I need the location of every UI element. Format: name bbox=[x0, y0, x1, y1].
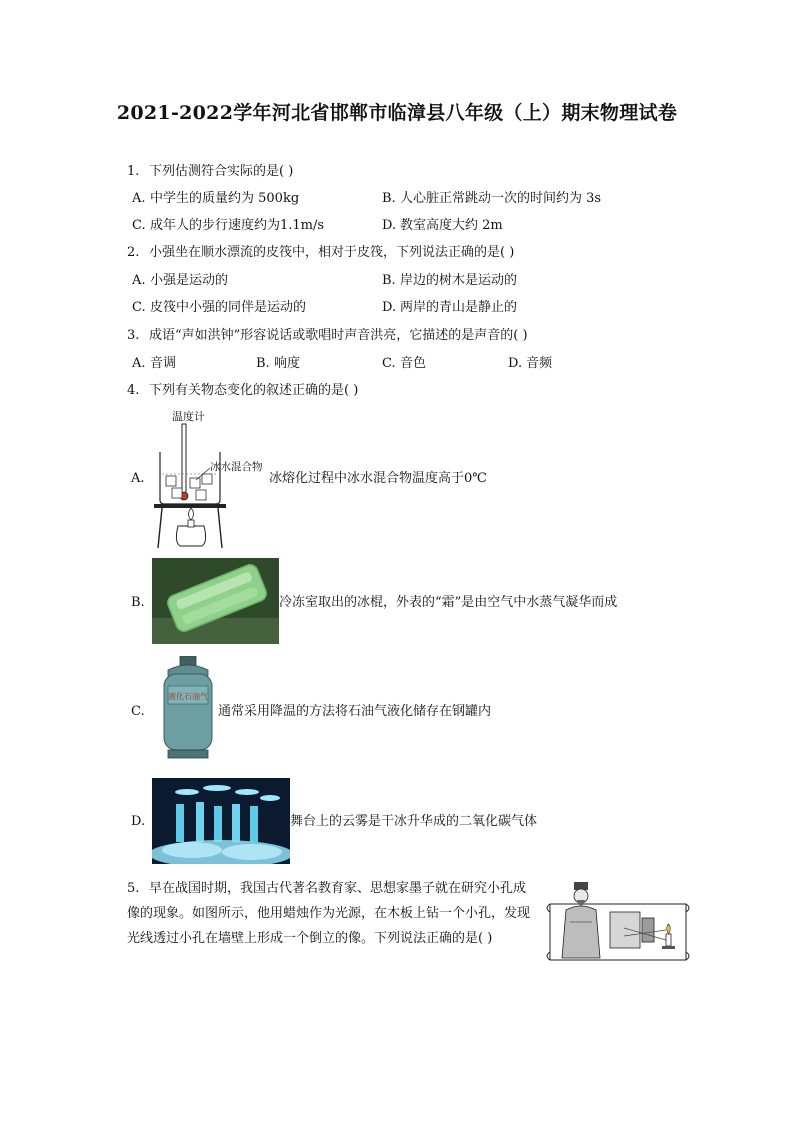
q3-option-c: C. 音色 bbox=[382, 356, 427, 371]
q3-option-b: B. 响度 bbox=[256, 356, 301, 371]
question-text: 小强坐在顺水漂流的皮筏中，相对于皮筏，下列说法正确的是( ) bbox=[149, 245, 515, 260]
q2-option-a: A. 小强是运动的 bbox=[132, 273, 229, 288]
question-text: 成语“声如洪钟”形容说话或歌唱时声音洪亮，它描述的是声音的( ) bbox=[149, 328, 528, 343]
q2-option-c: C. 皮筏中小强的同伴是运动的 bbox=[132, 300, 307, 315]
q1-option-b: B. 人心脏正常跳动一次的时间约为 3s bbox=[382, 191, 602, 206]
stage-fog-photo bbox=[152, 778, 290, 864]
q4-option-d-label: D. bbox=[131, 814, 146, 829]
thermometer-label: 温度计 bbox=[172, 410, 205, 423]
mozi-pinhole-figure bbox=[544, 882, 692, 966]
q4-option-a-label: A. bbox=[131, 471, 145, 486]
q2-option-d: D. 两岸的青山是静止的 bbox=[382, 300, 518, 315]
q3-option-d: D. 音频 bbox=[508, 356, 553, 371]
q4-option-d-text: 舞台上的云雾是干冰升华成的二氧化碳气体 bbox=[290, 814, 538, 829]
page-title: 2021-2022学年河北省邯郸市临漳县八年级（上）期末物理试卷 bbox=[116, 102, 678, 124]
ice-pop-photo bbox=[152, 558, 279, 644]
question-number: 3. bbox=[127, 328, 140, 343]
mixture-label: 冰水混合物 bbox=[210, 461, 263, 473]
question-number: 2. bbox=[127, 245, 140, 260]
q1-option-a: A. 中学生的质量约为 500kg bbox=[132, 191, 300, 206]
question-1 bbox=[127, 163, 293, 181]
q1-option-d: D. 教室高度大约 2m bbox=[382, 218, 503, 233]
question-text: 早在战国时期，我国古代著名教育家、思想家墨子就在研究小孔成像的现象。如图所示，他用蜡烛作为光源，在木板上钻一个小孔，发现光线透过小孔在墙壁上形成一个倒立的像。下列说法正确的是( ) bbox=[127, 881, 531, 946]
question-text: 下列有关物态变化的叙述正确的是( ) bbox=[149, 383, 359, 398]
gas-tank-photo bbox=[158, 656, 218, 760]
question-4 bbox=[127, 382, 358, 400]
q4-option-c-text: 通常采用降温的方法将石油气液化储存在钢罐内 bbox=[218, 704, 492, 719]
q4-option-b-text: 冷冻室取出的冰棍，外表的“霜”是由空气中水蒸气凝华而成 bbox=[279, 595, 618, 610]
tank-label: 液化石油气 bbox=[168, 692, 208, 701]
beaker-thermometer-figure bbox=[150, 408, 268, 550]
q4-option-a-text: 冰熔化过程中冰水混合物温度高于0℃ bbox=[269, 471, 487, 486]
q4-option-b-label: B. bbox=[131, 595, 145, 610]
q3-option-a: A. 音调 bbox=[132, 356, 177, 371]
question-2 bbox=[127, 244, 514, 262]
question-text: 下列估测符合实际的是( ) bbox=[149, 164, 294, 179]
question-number: 1. bbox=[127, 164, 140, 179]
question-5 bbox=[127, 876, 532, 951]
question-3 bbox=[127, 327, 528, 345]
q4-option-c-label: C. bbox=[131, 704, 145, 719]
q1-option-c: C. 成年人的步行速度约为1.1m/s bbox=[132, 218, 325, 233]
question-number: 5. bbox=[127, 881, 140, 896]
question-number: 4. bbox=[127, 383, 140, 398]
q2-option-b: B. 岸边的树木是运动的 bbox=[382, 273, 518, 288]
